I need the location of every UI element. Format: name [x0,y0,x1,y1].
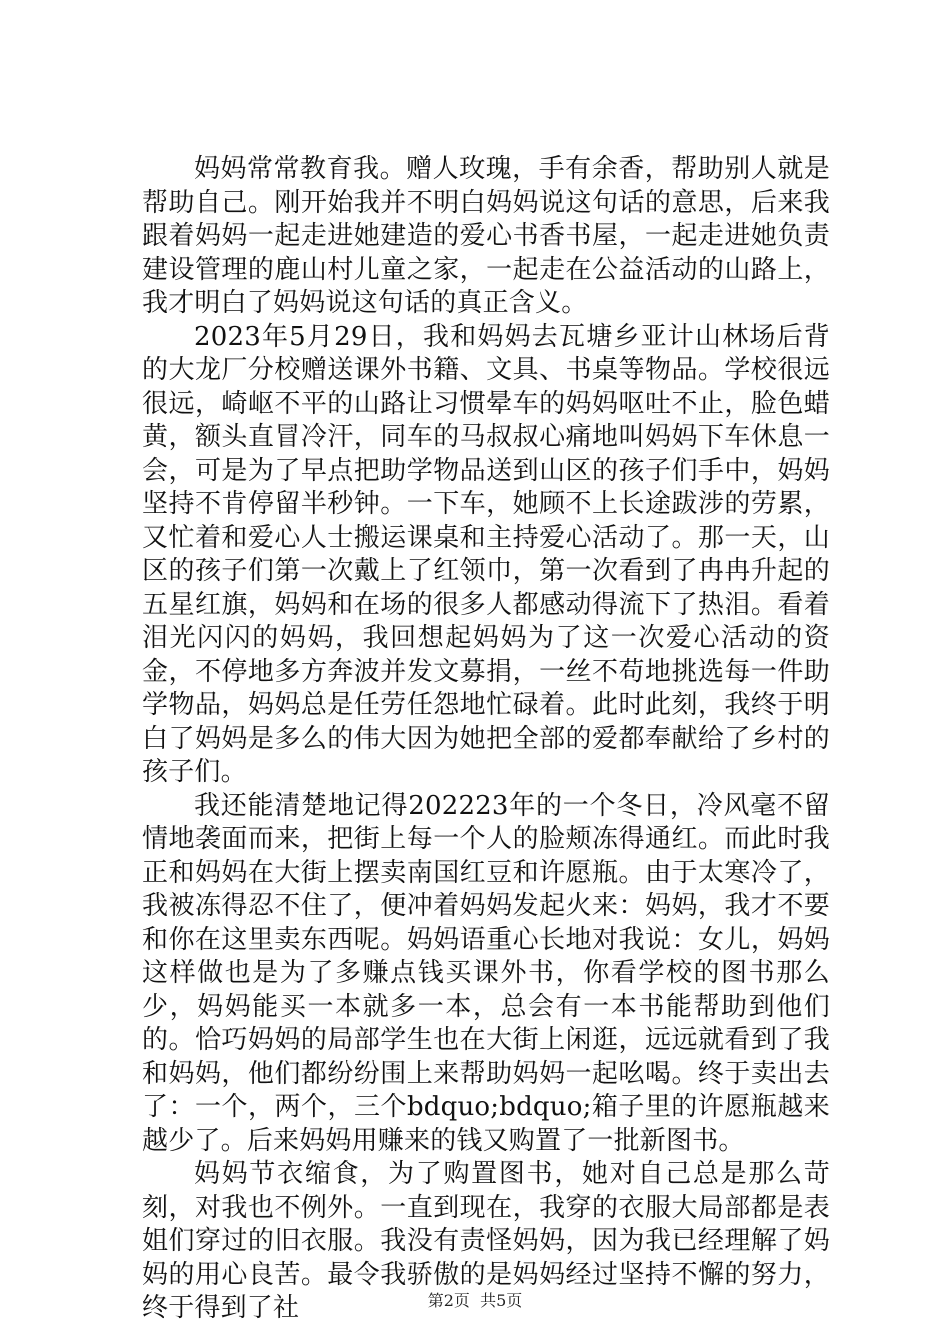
paragraph-4: 妈妈节衣缩食，为了购置图书，她对自己总是那么苛刻，对我也不例外。一直到现在，我穿的衣服大局部都是表姐们穿过的旧衣服。我没有责怪妈妈，因为我已经理解了妈妈的用心良苦。最令我骄傲的是妈妈经过坚持不懈的努力，终于得到了社 [142,1159,830,1323]
page-footer: 第2页 共5页 [427,1291,523,1310]
paragraph-1: 妈妈常常教育我。赠人玫瑰，手有余香，帮助别人就是帮助自己。刚开始我并不明白妈妈说这句话的意思，后来我跟着妈妈一起走进她建造的爱心书香书屋，一起走进她负责建设管理的鹿山村儿童之家，一起走在公益活动的山路上，我才明白了妈妈说这句话的真正含义。 [142,154,830,318]
paragraph-3: 我还能清楚地记得202223年的一个冬日，冷风毫不留情地袭面而来，把街上每一个人的脸颊冻得通红。而此时我正和妈妈在大街上摆卖南国红豆和许愿瓶。由于太寒冷了，我被冻得忍不住了，便冲着妈妈发起火来：妈妈，我才不要和你在这里卖东西呢。妈妈语重心长地对我说：女儿，妈妈这样做也是为了多赚点钱买课外书，你看学校的图书那么少，妈妈能买一本就多一本，总会有一本书能帮助到他们的。恰巧妈妈的局部学生也在大街上闲逛，远远就看到了我和妈妈，他们都纷纷围上来帮助妈妈一起吆喝。终于卖出去了：一个，两个，三个bdquo;bdquo;箱子里的许愿瓶越来越少了。后来妈妈用赚来的钱又购置了一批新图书。 [142,790,830,1156]
document-body [142,153,830,1326]
paragraph-2: 2023年5月29日，我和妈妈去瓦塘乡亚计山林场后背的大龙厂分校赠送课外书籍、文具、书桌等物品。学校很远很远，崎岖不平的山路让习惯晕车的妈妈呕吐不止，脸色蜡黄，额头直冒冷汗，同车的马叔叔心痛地叫妈妈下车休息一会，可是为了早点把助学物品送到山区的孩子们手中，妈妈坚持不肯停留半秒钟。一下车，她顾不上长途跋涉的劳累，又忙着和爱心人士搬运课桌和主持爱心活动了。那一天，山区的孩子们第一次戴上了红领巾，第一次看到了冉冉升起的五星红旗，妈妈和在场的很多人都感动得流下了热泪。看着泪光闪闪的妈妈，我回想起妈妈为了这一次爱心活动的资金，不停地多方奔波并发文募捐，一丝不苟地挑选每一件助学物品，妈妈总是任劳任怨地忙碌着。此时此刻，我终于明白了妈妈是多么的伟大因为她把全部的爱都奉献给了乡村的孩子们。 [142,321,830,787]
